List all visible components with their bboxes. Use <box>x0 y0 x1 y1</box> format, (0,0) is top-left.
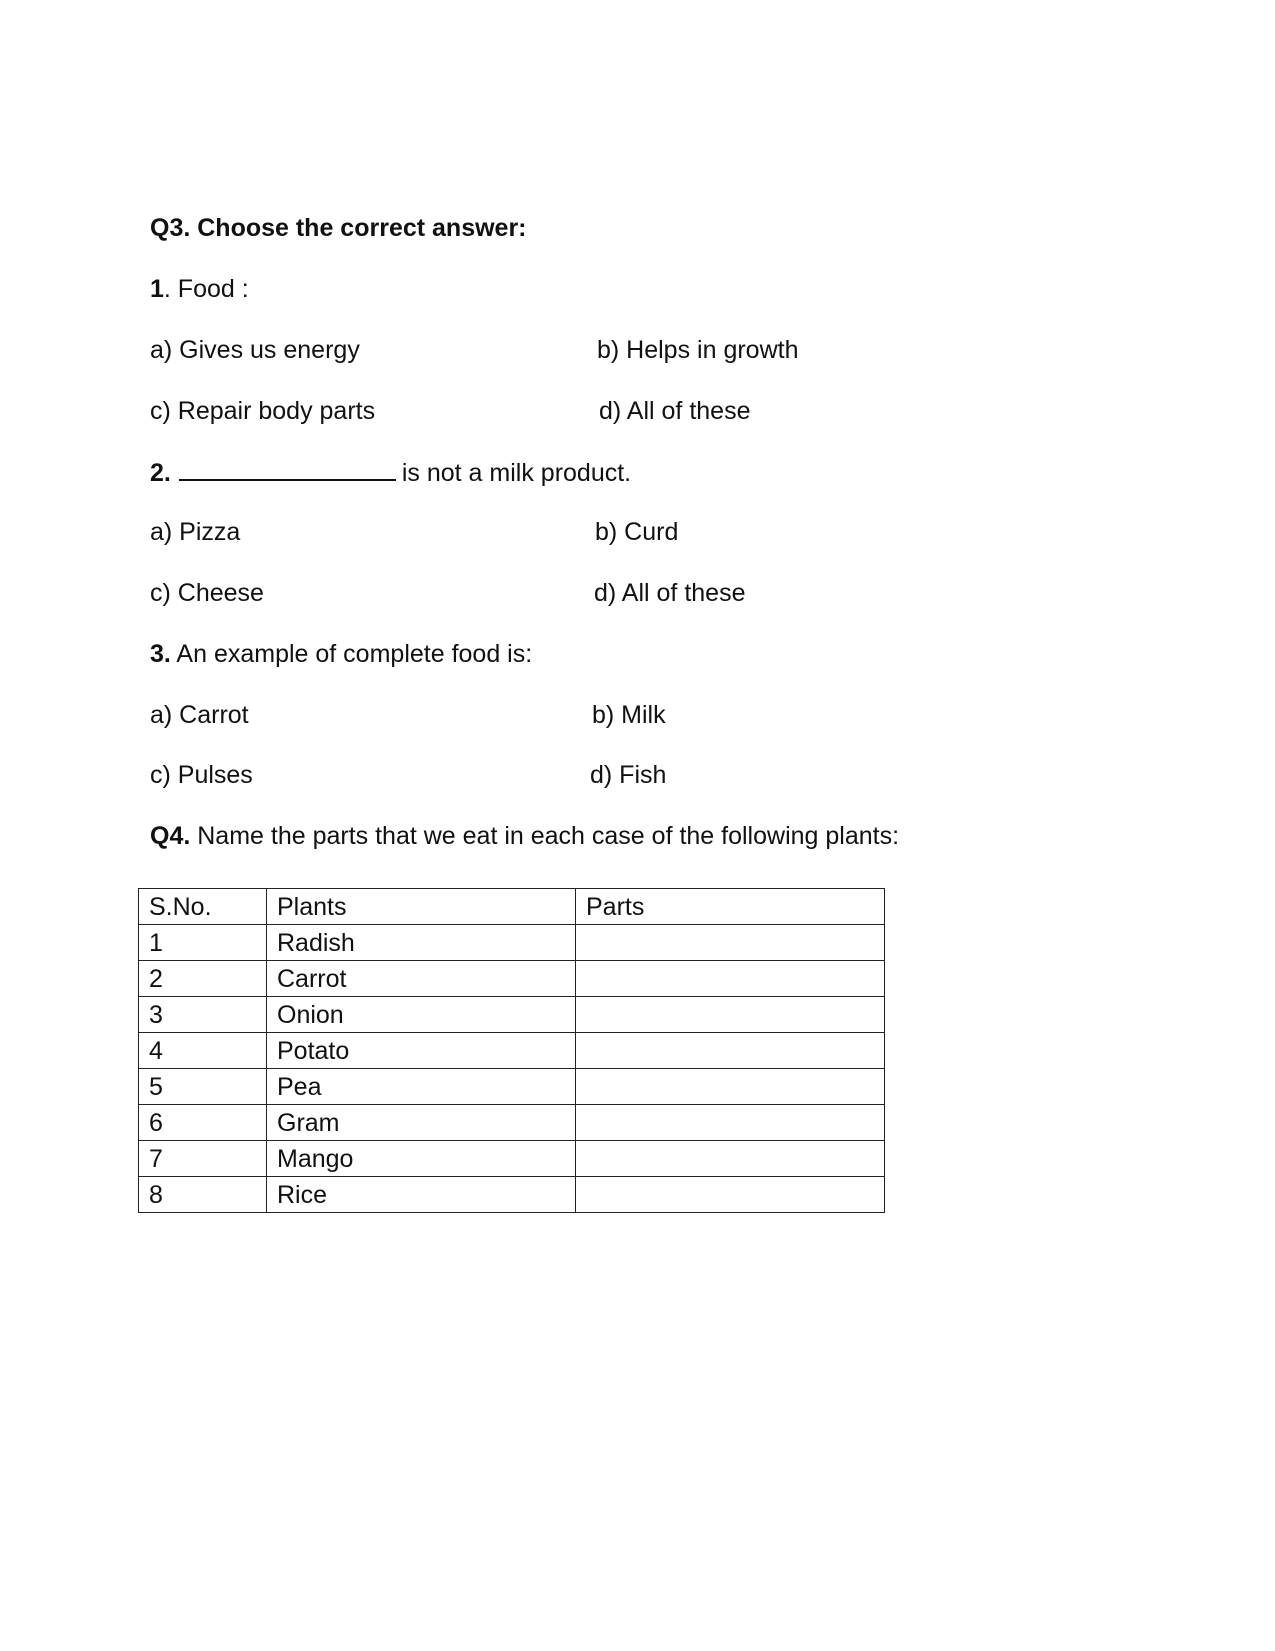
question-2-option-a: a) Pizza <box>150 518 241 546</box>
sno-cell: 8 <box>139 1177 267 1213</box>
answer-blank <box>179 457 396 481</box>
table-row <box>139 1105 885 1141</box>
plant-parts-table <box>138 888 885 1213</box>
sno-cell: 3 <box>139 997 267 1033</box>
q4-heading <box>150 821 899 851</box>
sno-cell: 7 <box>139 1141 267 1177</box>
parts-cell[interactable] <box>576 925 885 961</box>
parts-cell[interactable] <box>576 961 885 997</box>
parts-cell[interactable] <box>576 997 885 1033</box>
question-1-option-d: d) All of these <box>599 397 751 425</box>
question-2-stem: is not a milk product. <box>401 459 632 487</box>
plant-cell: Carrot <box>267 961 576 997</box>
plant-cell: Radish <box>267 925 576 961</box>
parts-cell[interactable] <box>576 1141 885 1177</box>
question-3-option-b: b) Milk <box>592 701 666 729</box>
column-header-plants: Plants <box>267 889 576 925</box>
plant-cell: Gram <box>267 1105 576 1141</box>
plant-cell: Mango <box>267 1141 576 1177</box>
q4-label: Q4. <box>150 822 191 850</box>
question-1-stem: . Food : <box>163 275 249 303</box>
sno-cell: 6 <box>139 1105 267 1141</box>
column-header-sno: S.No. <box>139 889 267 925</box>
table-header-row <box>139 889 885 925</box>
table-row <box>139 1069 885 1105</box>
parts-cell[interactable] <box>576 1069 885 1105</box>
question-3-option-c: c) Pulses <box>150 761 253 789</box>
question-1 <box>150 274 249 304</box>
column-header-parts: Parts <box>576 889 885 925</box>
plant-cell: Onion <box>267 997 576 1033</box>
q4-text: Name the parts that we eat in each case of the following plants: <box>190 822 900 850</box>
question-1-option-b: b) Helps in growth <box>597 336 799 364</box>
question-1-option-c: c) Repair body parts <box>150 397 376 425</box>
question-2-number: 2. <box>150 459 171 487</box>
table-row <box>139 961 885 997</box>
question-2-option-c: c) Cheese <box>150 579 264 607</box>
question-2-option-b: b) Curd <box>595 518 679 546</box>
sno-cell: 1 <box>139 925 267 961</box>
plant-cell: Potato <box>267 1033 576 1069</box>
plant-cell: Rice <box>267 1177 576 1213</box>
question-3-option-a: a) Carrot <box>150 701 249 729</box>
parts-cell[interactable] <box>576 1033 885 1069</box>
question-1-option-a: a) Gives us energy <box>150 336 360 364</box>
question-3 <box>150 639 532 669</box>
table-row <box>139 925 885 961</box>
question-1-number: 1 <box>150 275 164 303</box>
table-row <box>139 1177 885 1213</box>
table-row <box>139 1033 885 1069</box>
table-row <box>139 997 885 1033</box>
sno-cell: 4 <box>139 1033 267 1069</box>
q3-heading: Q3. Choose the correct answer: <box>150 214 527 242</box>
parts-cell[interactable] <box>576 1105 885 1141</box>
question-3-option-d: d) Fish <box>590 761 667 789</box>
table-row <box>139 1141 885 1177</box>
question-3-number: 3. <box>150 640 171 668</box>
sno-cell: 5 <box>139 1069 267 1105</box>
parts-cell[interactable] <box>576 1177 885 1213</box>
question-3-stem: An example of complete food is: <box>170 640 533 668</box>
question-2-option-d: d) All of these <box>594 579 746 607</box>
sno-cell: 2 <box>139 961 267 997</box>
question-2 <box>150 457 631 488</box>
plant-cell: Pea <box>267 1069 576 1105</box>
